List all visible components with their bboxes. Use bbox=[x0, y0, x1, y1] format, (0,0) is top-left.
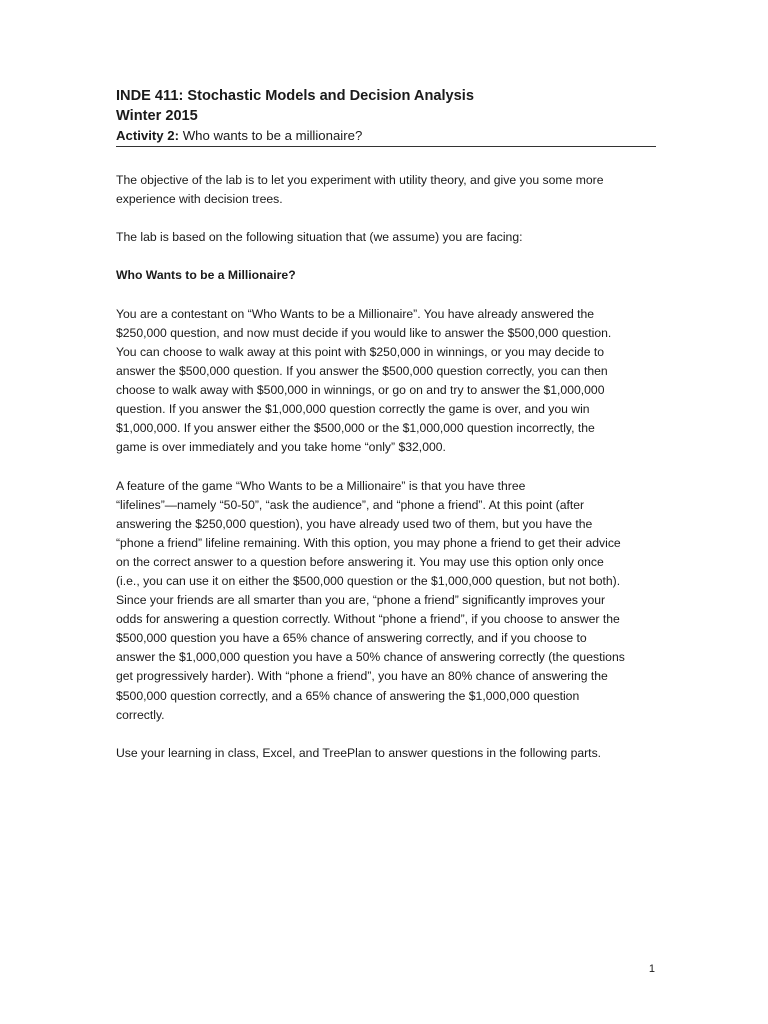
activity-label: Activity 2: bbox=[116, 128, 180, 143]
para2-line: Since your friends are all smarter than you are, “phone a friend” significantly improves your bbox=[116, 593, 606, 608]
lifelines-paragraph bbox=[116, 477, 656, 725]
para1-line: game is over immediately and you take home “only” $32,000. bbox=[116, 440, 446, 455]
para1-line: You can choose to walk away at this point with $250,000 in winnings, or you may decide to bbox=[116, 344, 605, 359]
para2-line: on the correct answer to a question before answering it. You may use this option only once bbox=[116, 554, 604, 569]
course-title: INDE 411: Stochastic Models and Decision Analysis bbox=[116, 88, 474, 104]
para2-line: A feature of the game “Who Wants to be a Millionaire” is that you have three bbox=[116, 478, 526, 493]
para1-line: You are a contestant on “Who Wants to be a Millionaire”. You have already answered the bbox=[116, 306, 595, 321]
section-heading: Who Wants to be a Millionaire? bbox=[116, 268, 296, 283]
game-rules-paragraph bbox=[116, 305, 656, 458]
situation-paragraph: The lab is based on the following situation that (we assume) you are facing: bbox=[116, 230, 523, 245]
closing-paragraph: Use your learning in class, Excel, and TreePlan to answer questions in the following parts. bbox=[116, 745, 602, 760]
para2-line: get progressively harder). With “phone a friend”, you have an 80% chance of answering the bbox=[116, 669, 608, 684]
para1-line: answer the $500,000 question. If you answer the $500,000 question correctly, you can then bbox=[116, 363, 608, 378]
para2-line: answering the $250,000 question), you have already used two of them, but you have the bbox=[116, 516, 593, 531]
para2-line: answer the $1,000,000 question you have a 50% chance of answering correctly (the questions bbox=[116, 650, 625, 665]
document-page bbox=[116, 86, 656, 763]
para2-line: “lifelines”—namely “50-50”, “ask the audience”, and “phone a friend”. At this point (after bbox=[116, 497, 585, 512]
para2-line: “phone a friend” lifeline remaining. With this option, you may phone a friend to get their advice bbox=[116, 535, 621, 550]
para1-line: choose to walk away with $500,000 in winnings, or go on and try to answer the $1,000,000 bbox=[116, 383, 605, 398]
term-heading: Winter 2015 bbox=[116, 108, 198, 124]
para2-line: $500,000 question you have a 65% chance of answering correctly, and if you choose to bbox=[116, 631, 587, 646]
para2-line: $500,000 question correctly, and a 65% chance of answering the $1,000,000 question bbox=[116, 688, 580, 703]
activity-heading bbox=[116, 126, 656, 147]
para1-line: $250,000 question, and now must decide if you would like to answer the $500,000 question. bbox=[116, 325, 612, 340]
intro-paragraph bbox=[116, 171, 656, 209]
para2-line: odds for answering a question correctly. Without “phone a friend”, if you choose to answer the bbox=[116, 612, 620, 627]
page-number: 1 bbox=[648, 963, 655, 975]
activity-title: Who wants to be a millionaire? bbox=[179, 128, 363, 143]
para1-line: question. If you answer the $1,000,000 question correctly the game is over, and you win bbox=[116, 402, 590, 417]
para2-line: (i.e., you can use it on either the $500,000 question or the $1,000,000 question, but not both). bbox=[116, 573, 621, 588]
intro-line: The objective of the lab is to let you experiment with utility theory, and give you some more bbox=[116, 173, 604, 187]
para1-line: $1,000,000. If you answer either the $500,000 or the $1,000,000 question incorrectly, the bbox=[116, 421, 595, 436]
intro-line: experience with decision trees. bbox=[116, 192, 283, 207]
para2-line: correctly. bbox=[116, 707, 165, 722]
